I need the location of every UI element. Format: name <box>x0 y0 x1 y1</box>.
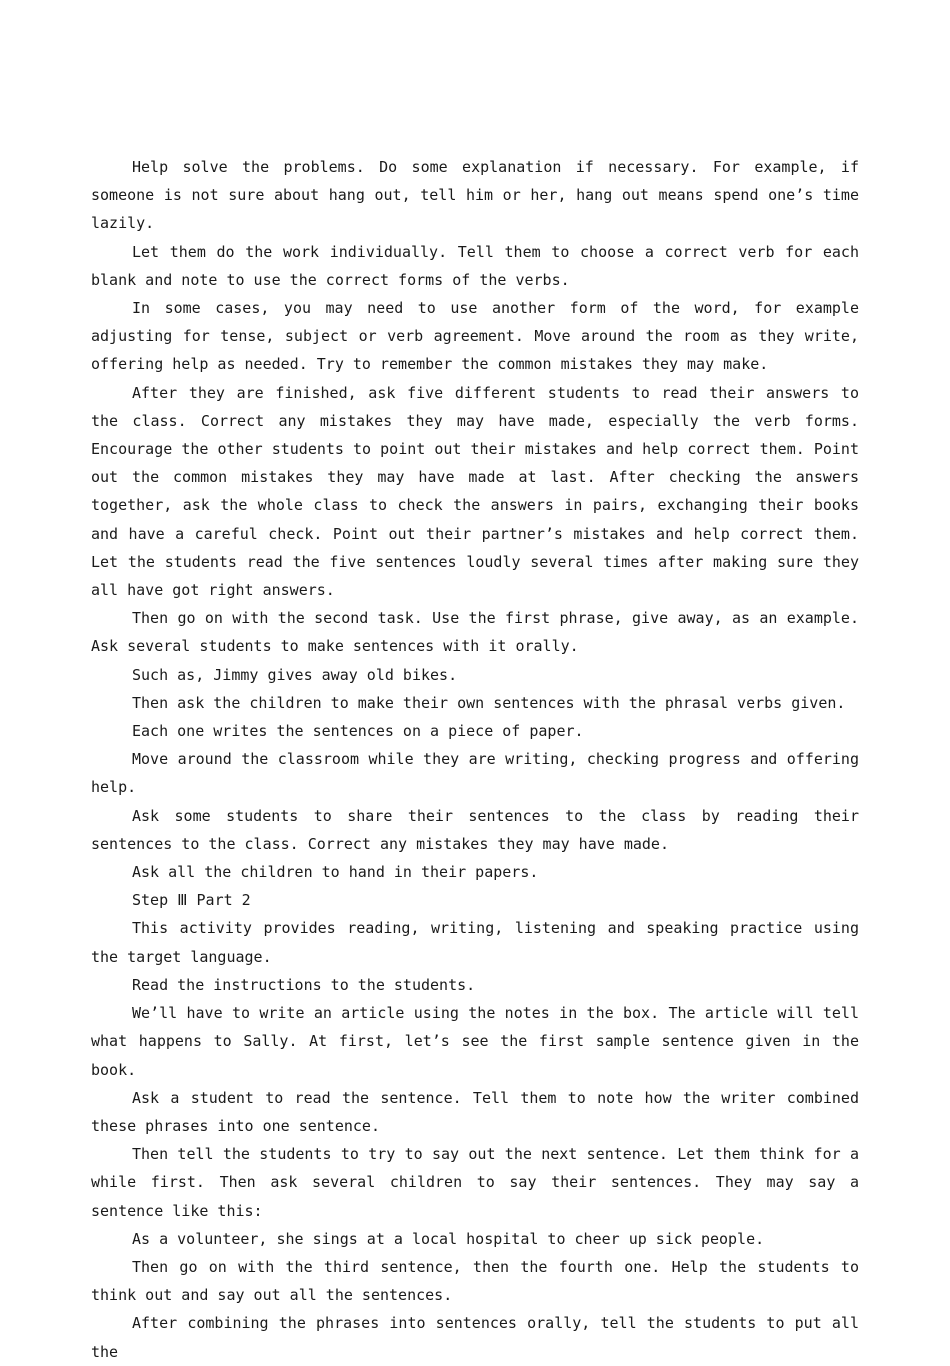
paragraph: Then go on with the second task. Use the first phrase, give away, as an example. Ask several students to make sentences with it orally. <box>91 609 859 656</box>
paragraph: We’ll have to write an article using the notes in the box. The article will tell what happens to Sally. At first, let’s see the first sample sentence given in the book. <box>91 1004 859 1079</box>
paragraph: Then go on with the third sentence, then the fourth one. Help the students to think out and say out all the sentences. <box>91 1257 859 1305</box>
paragraph: Let them do the work individually. Tell them to choose a correct verb for each blank and note to use the correct forms of the verbs. <box>91 242 859 289</box>
paragraph: Read the instructions to the students. <box>132 975 476 994</box>
paragraph: Ask some students to share their sentences to the class by reading their sentences to the class. Correct any mistakes they may have made. <box>91 806 859 853</box>
paragraph: In some cases, you may need to use another form of the word, for example adjusting for tense, subject or verb agreement. Move around the room as they write, offering help as needed. Try to remember the common mistakes they may make. <box>91 299 859 374</box>
paragraph: After they are finished, ask five different students to read their answers to the class. Correct any mistakes they may have made, especially the verb forms. Encourage the other students to point out their mistakes and help correct them. Point out the common mistakes they may have made at last. After checking the answers together, ask the whole class to check the answers in pairs, exchanging their books and have a careful check. Point out their partner’s mistakes and help correct them. Let the students read the five sentences loudly several times after making sure they all have got right answers. <box>91 383 859 600</box>
paragraph: Then ask the children to make their own sentences with the phrasal verbs given. <box>132 693 846 712</box>
document-body <box>91 153 859 1366</box>
section-heading: Step Ⅲ Part 2 <box>132 891 251 910</box>
paragraph: Move around the classroom while they are writing, checking progress and offering help. <box>91 750 859 797</box>
paragraph: This activity provides reading, writing, listening and speaking practice using the target language. <box>91 919 859 966</box>
paragraph: Ask a student to read the sentence. Tell them to note how the writer combined these phrases into one sentence. <box>91 1088 859 1135</box>
paragraph: Such as, Jimmy gives away old bikes. <box>132 665 458 684</box>
paragraph: Ask all the children to hand in their papers. <box>132 863 539 882</box>
paragraph: Help solve the problems. Do some explanation if necessary. For example, if someone is not sure about hang out, tell him or her, hang out means spend one’s time lazily. <box>91 158 859 233</box>
paragraph: As a volunteer, she sings at a local hospital to cheer up sick people. <box>132 1229 765 1248</box>
paragraph: Each one writes the sentences on a piece of paper. <box>132 722 584 741</box>
paragraph: After combining the phrases into sentences orally, tell the students to put all the <box>91 1314 859 1361</box>
paragraph: Then tell the students to try to say out the next sentence. Let them think for a while first. Then ask several children to say their sentences. They may say a sentence like this: <box>91 1145 859 1220</box>
